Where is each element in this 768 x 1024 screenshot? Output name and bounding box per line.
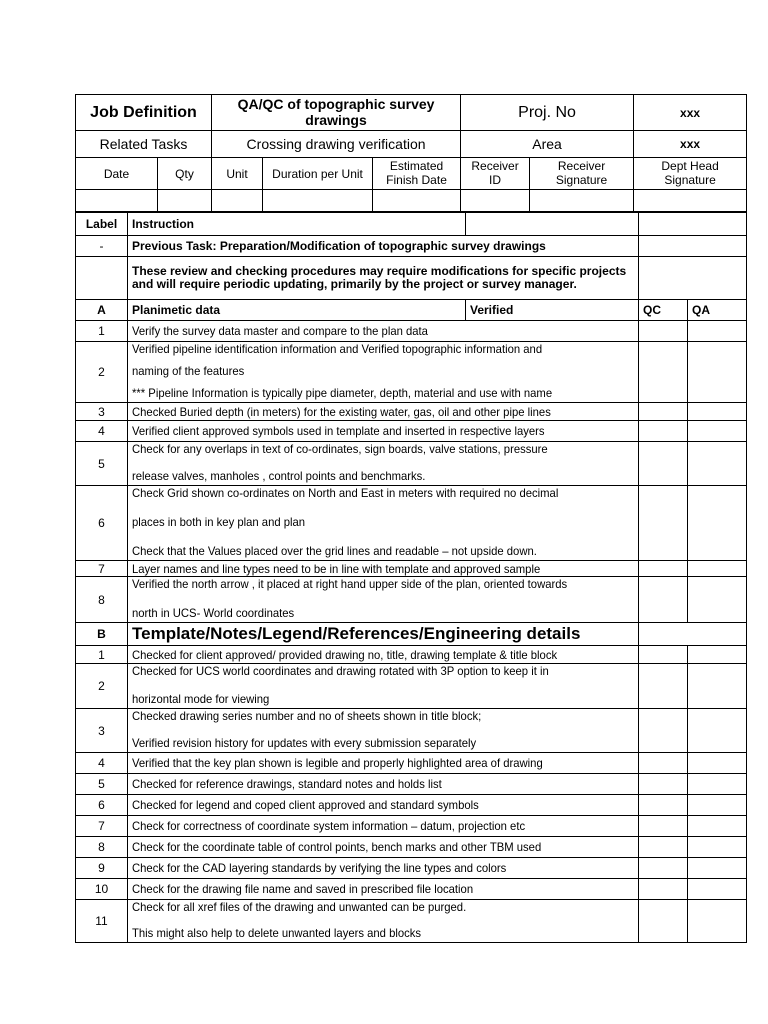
previous-task-label: - bbox=[76, 236, 128, 257]
qc-check-cell[interactable] bbox=[639, 403, 688, 421]
item-number: 8 bbox=[76, 577, 128, 623]
item-text bbox=[128, 342, 639, 403]
instruction-header: Instruction bbox=[128, 213, 466, 236]
item-text-line: Verified client approved symbols used in template and inserted in respective layers bbox=[132, 424, 545, 438]
qa-check-cell[interactable] bbox=[688, 646, 747, 664]
item-text bbox=[128, 321, 639, 342]
item-text-line: Checked for client approved/ provided drawing no, title, drawing template & title block bbox=[132, 647, 558, 662]
item-text bbox=[128, 403, 639, 421]
section-b-title: Template/Notes/Legend/References/Engineering details bbox=[128, 623, 639, 646]
section-b-label: B bbox=[76, 623, 128, 646]
qa-check-cell[interactable] bbox=[688, 442, 747, 486]
qc-check-cell[interactable] bbox=[639, 421, 688, 442]
qc-check-cell[interactable] bbox=[639, 709, 688, 753]
qa-check-cell[interactable] bbox=[688, 774, 747, 795]
col-estimated-finish: Estimated Finish Date bbox=[373, 158, 461, 190]
item-text bbox=[128, 858, 639, 879]
qc-check-cell[interactable] bbox=[639, 837, 688, 858]
proj-no-label: Proj. No bbox=[461, 95, 634, 131]
col-unit: Unit bbox=[212, 158, 263, 190]
item-text-line: Checked for UCS world coordinates and drawing rotated with 3P option to keep it in bbox=[132, 664, 549, 678]
qc-check-cell[interactable] bbox=[639, 900, 688, 943]
empty-dept-head-cell bbox=[634, 190, 747, 212]
job-definition-label: Job Definition bbox=[76, 95, 212, 131]
item-text-line: Verified the north arrow , it placed at right hand upper side of the plan, oriented towards bbox=[132, 577, 568, 591]
checklist-row bbox=[76, 774, 747, 795]
item-text-line: Checked drawing series number and no of sheets shown in title block; bbox=[132, 709, 482, 723]
checklist-row bbox=[76, 321, 747, 342]
col-receiver-signature: Receiver Signature bbox=[530, 158, 634, 190]
item-text bbox=[128, 646, 639, 664]
item-text-line: horizontal mode for viewing bbox=[132, 692, 270, 706]
item-number: 5 bbox=[76, 442, 128, 486]
qa-check-cell[interactable] bbox=[688, 753, 747, 774]
qa-check-cell[interactable] bbox=[688, 795, 747, 816]
item-number: 11 bbox=[76, 900, 128, 943]
item-text-line: Verified pipeline identification information and Verified topographic information and bbox=[132, 342, 543, 356]
checklist-row bbox=[76, 858, 747, 879]
item-text bbox=[128, 774, 639, 795]
item-text bbox=[128, 900, 639, 943]
qc-check-cell[interactable] bbox=[639, 442, 688, 486]
qa-check-cell[interactable] bbox=[688, 321, 747, 342]
blank-cell bbox=[639, 623, 747, 646]
checklist-row bbox=[76, 486, 747, 561]
empty-receiver-signature-cell bbox=[530, 190, 634, 212]
col-receiver-id: Receiver ID bbox=[461, 158, 530, 190]
item-number: 4 bbox=[76, 421, 128, 442]
empty-receiver-id-cell bbox=[461, 190, 530, 212]
section-a-items bbox=[76, 321, 747, 623]
qc-header: QC bbox=[639, 300, 688, 321]
checklist-row bbox=[76, 442, 747, 486]
item-number: 6 bbox=[76, 486, 128, 561]
item-number: 3 bbox=[76, 403, 128, 421]
col-duration: Duration per Unit bbox=[263, 158, 373, 190]
item-number: 5 bbox=[76, 774, 128, 795]
qc-check-cell[interactable] bbox=[639, 816, 688, 837]
checklist-row bbox=[76, 709, 747, 753]
section-a-verified: Verified bbox=[466, 300, 639, 321]
item-text bbox=[128, 577, 639, 623]
empty-qty-cell bbox=[158, 190, 212, 212]
qc-check-cell[interactable] bbox=[639, 342, 688, 403]
item-text bbox=[128, 795, 639, 816]
item-number: 10 bbox=[76, 879, 128, 900]
item-text-line: north in UCS- World coordinates bbox=[132, 606, 295, 620]
qa-check-cell[interactable] bbox=[688, 709, 747, 753]
qa-check-cell[interactable] bbox=[688, 837, 747, 858]
item-text-line: Verified revision history for updates with every submission separately bbox=[132, 736, 477, 750]
blank-cell bbox=[639, 213, 747, 236]
qa-check-cell[interactable] bbox=[688, 486, 747, 561]
checklist-row bbox=[76, 816, 747, 837]
qc-check-cell[interactable] bbox=[639, 879, 688, 900]
item-number: 7 bbox=[76, 816, 128, 837]
item-text-line: Checked for legend and coped client approved and standard symbols bbox=[132, 798, 479, 812]
item-text-line: Check for any overlaps in text of co-ordinates, sign boards, valve stations, pressure bbox=[132, 442, 548, 456]
procedure-note: These review and checking procedures may require modifications for specific projects and will require periodic updating, primarily by the project or survey manager. bbox=[128, 257, 639, 300]
qa-check-cell[interactable] bbox=[688, 403, 747, 421]
qc-check-cell[interactable] bbox=[639, 664, 688, 709]
checklist-row bbox=[76, 837, 747, 858]
item-text-line: Verified that the key plan shown is legible and properly highlighted area of drawing bbox=[132, 756, 543, 770]
empty-finish-cell bbox=[373, 190, 461, 212]
checklist-row bbox=[76, 900, 747, 943]
checklist-table bbox=[75, 212, 747, 943]
checklist-row bbox=[76, 577, 747, 623]
checklist-row bbox=[76, 664, 747, 709]
blank-cell bbox=[639, 257, 747, 300]
job-header-table bbox=[75, 94, 747, 212]
item-text-line: Layer names and line types need to be in line with template and approved sample bbox=[132, 561, 541, 576]
previous-task: Previous Task: Preparation/Modification of topographic survey drawings bbox=[128, 236, 639, 257]
qc-check-cell[interactable] bbox=[639, 646, 688, 664]
item-text-line: release valves, manholes , control points and benchmarks. bbox=[132, 469, 426, 483]
item-number: 7 bbox=[76, 561, 128, 577]
qa-check-cell[interactable] bbox=[688, 816, 747, 837]
qa-check-cell[interactable] bbox=[688, 664, 747, 709]
item-text-line: This might also help to delete unwanted layers and blocks bbox=[132, 926, 422, 940]
section-b-items bbox=[76, 646, 747, 943]
item-number: 1 bbox=[76, 321, 128, 342]
qa-check-cell[interactable] bbox=[688, 879, 747, 900]
item-text-line: Check for the CAD layering standards by verifying the line types and colors bbox=[132, 861, 507, 875]
item-number: 8 bbox=[76, 837, 128, 858]
empty-unit-cell bbox=[212, 190, 263, 212]
item-number: 3 bbox=[76, 709, 128, 753]
item-text bbox=[128, 709, 639, 753]
checklist-row bbox=[76, 646, 747, 664]
item-number: 4 bbox=[76, 753, 128, 774]
item-text-line: *** Pipeline Information is typically pipe diameter, depth, material and use with name bbox=[132, 386, 553, 400]
label-header: Label bbox=[76, 213, 128, 236]
item-text bbox=[128, 664, 639, 709]
item-number: 2 bbox=[76, 342, 128, 403]
section-a-title: Planimetic data bbox=[128, 300, 466, 321]
qa-check-cell[interactable] bbox=[688, 900, 747, 943]
item-text-line: Check for the coordinate table of control points, bench marks and other TBM used bbox=[132, 840, 542, 854]
checklist-row bbox=[76, 421, 747, 442]
item-text-line: Check that the Values placed over the grid lines and readable – not upside down. bbox=[132, 544, 537, 558]
qc-check-cell[interactable] bbox=[639, 795, 688, 816]
col-qty: Qty bbox=[158, 158, 212, 190]
qa-check-cell[interactable] bbox=[688, 342, 747, 403]
qc-check-cell[interactable] bbox=[639, 577, 688, 623]
col-dept-head-signature: Dept Head Signature bbox=[634, 158, 747, 190]
item-text bbox=[128, 442, 639, 486]
item-text bbox=[128, 837, 639, 858]
qc-check-cell[interactable] bbox=[639, 774, 688, 795]
col-date: Date bbox=[76, 158, 158, 190]
related-tasks-label: Related Tasks bbox=[76, 131, 212, 158]
related-tasks-value: Crossing drawing verification bbox=[212, 131, 461, 158]
qc-check-cell[interactable] bbox=[639, 321, 688, 342]
qa-check-cell[interactable] bbox=[688, 421, 747, 442]
item-text-line: Checked for reference drawings, standard notes and holds list bbox=[132, 777, 442, 791]
checklist-row bbox=[76, 342, 747, 403]
item-text-line: places in both in key plan and plan bbox=[132, 515, 306, 529]
checklist-row bbox=[76, 561, 747, 577]
qc-check-cell[interactable] bbox=[639, 858, 688, 879]
item-number: 1 bbox=[76, 646, 128, 664]
item-text bbox=[128, 879, 639, 900]
item-number: 2 bbox=[76, 664, 128, 709]
qc-check-cell[interactable] bbox=[639, 561, 688, 577]
item-number: 9 bbox=[76, 858, 128, 879]
qa-check-cell[interactable] bbox=[688, 858, 747, 879]
item-text-line: Check for the drawing file name and saved in prescribed file location bbox=[132, 882, 474, 896]
checklist-row bbox=[76, 879, 747, 900]
item-text bbox=[128, 486, 639, 561]
empty-date-cell bbox=[76, 190, 158, 212]
empty-duration-cell bbox=[263, 190, 373, 212]
item-text bbox=[128, 753, 639, 774]
area-value: xxx bbox=[634, 131, 747, 158]
item-text bbox=[128, 561, 639, 577]
item-number: 6 bbox=[76, 795, 128, 816]
item-text-line: Check for correctness of coordinate system information – datum, projection etc bbox=[132, 819, 526, 833]
item-text bbox=[128, 816, 639, 837]
section-a-label: A bbox=[76, 300, 128, 321]
item-text-line: Verify the survey data master and compare to the plan data bbox=[132, 324, 428, 338]
blank-cell bbox=[639, 236, 747, 257]
item-text-line: Check for all xref files of the drawing and unwanted can be purged. bbox=[132, 900, 467, 914]
checklist-row bbox=[76, 795, 747, 816]
item-text bbox=[128, 421, 639, 442]
blank-cell bbox=[466, 213, 639, 236]
job-definition-value: QA/QC of topographic survey drawings bbox=[212, 95, 461, 131]
qa-check-cell[interactable] bbox=[688, 577, 747, 623]
area-label: Area bbox=[461, 131, 634, 158]
checklist-row bbox=[76, 753, 747, 774]
checklist-row bbox=[76, 403, 747, 421]
qc-check-cell[interactable] bbox=[639, 486, 688, 561]
qa-header: QA bbox=[688, 300, 747, 321]
item-text-line: Checked Buried depth (in meters) for the existing water, gas, oil and other pipe lines bbox=[132, 404, 551, 419]
qc-check-cell[interactable] bbox=[639, 753, 688, 774]
item-text-line: naming of the features bbox=[132, 364, 245, 378]
qa-check-cell[interactable] bbox=[688, 561, 747, 577]
blank-cell bbox=[76, 257, 128, 300]
proj-no-value: xxx bbox=[634, 95, 747, 131]
item-text-line: Check Grid shown co-ordinates on North and East in meters with required no decimal bbox=[132, 486, 559, 500]
